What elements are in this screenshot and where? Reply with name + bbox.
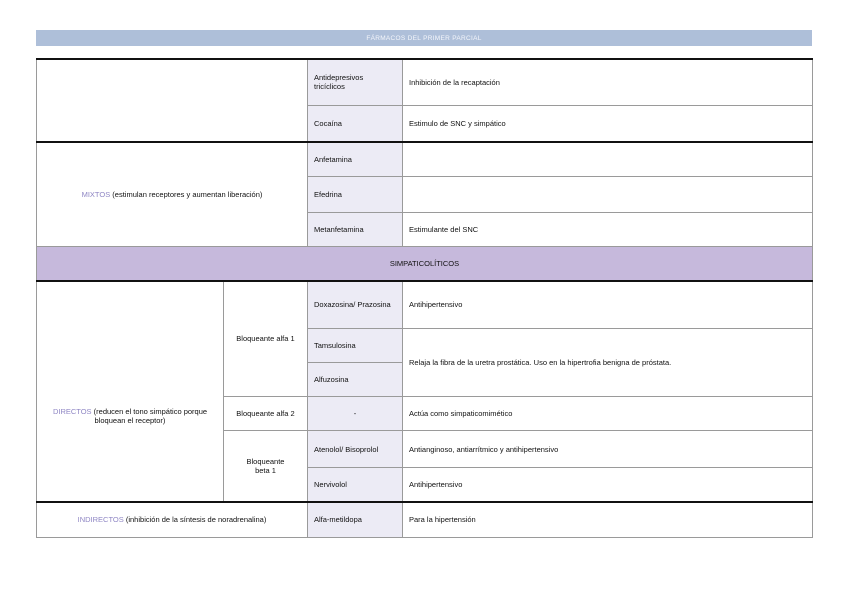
- drug-cell: Nervivolol: [308, 468, 403, 502]
- table-row: [37, 502, 813, 538]
- effect-cell: Estimulo de SNC y simpático: [403, 105, 813, 142]
- mixtos-label-text: (estimulan receptores y aumentan liberación): [110, 189, 263, 199]
- drug-cell: Efedrina: [308, 176, 403, 212]
- drug-cell: Metanfetamina: [308, 212, 403, 246]
- effect-cell: [403, 142, 813, 176]
- empty-group-cell: [37, 59, 308, 142]
- effect-cell: Para la hipertensión: [403, 502, 813, 538]
- table-row: [37, 281, 813, 329]
- drug-cell: Anfetamina: [308, 142, 403, 176]
- drug-cell: Doxazosina/ Prazosina: [308, 281, 403, 329]
- drug-cell: Tamsulosina: [308, 329, 403, 363]
- effect-cell: Antianginoso, antiarrítmico y antihipertensivo: [403, 431, 813, 468]
- mixtos-label-accent: MIXTOS: [81, 189, 111, 199]
- directos-label-accent: DIRECTOS: [52, 407, 92, 416]
- effect-cell: Antihipertensivo: [403, 281, 813, 329]
- subgroup-label: Bloqueante alfa 2: [224, 397, 308, 431]
- effect-cell: Inhibición de la recaptación: [403, 59, 813, 105]
- drug-cell: Alfa-metildopa: [308, 502, 403, 538]
- effect-cell: Actúa como simpaticomimético: [403, 397, 813, 431]
- subgroup-label: Bloqueante alfa 1: [224, 281, 308, 397]
- directos-group-label: [37, 281, 224, 502]
- drug-table: [36, 58, 813, 538]
- drug-cell: Antidepresivos tricíclicos: [308, 59, 403, 105]
- subgroup-label: Bloqueante beta 1: [224, 431, 308, 502]
- drug-cell: Alfuzosina: [308, 363, 403, 397]
- indirectos-group-label: [37, 502, 308, 538]
- mixtos-group-label: [37, 142, 308, 246]
- drug-cell: Atenolol/ Bisoprolol: [308, 431, 403, 468]
- effect-cell: Antihipertensivo: [403, 468, 813, 502]
- indirectos-label-accent: INDIRECTOS: [77, 515, 124, 525]
- table-row: [37, 142, 813, 176]
- indirectos-label-text: (inhibición de la síntesis de noradrenalina): [123, 515, 267, 525]
- table-title-banner: [36, 30, 812, 46]
- table-row: [37, 59, 813, 105]
- drug-cell: -: [308, 397, 403, 431]
- banner-title: FÁRMACOS DEL PRIMER PARCIAL: [366, 34, 482, 42]
- effect-cell: [403, 176, 813, 212]
- section-header-row: [37, 246, 813, 281]
- section-header: SIMPATICOLÍTICOS: [37, 246, 813, 281]
- effect-cell: Estimulante del SNC: [403, 212, 813, 246]
- effect-cell: Relaja la fibra de la uretra prostática. Uso en la hipertrofia benigna de próstata.: [403, 329, 813, 397]
- directos-label-text: (reducen el tono simpático porque bloquean el receptor): [91, 407, 208, 425]
- drug-cell: Cocaína: [308, 105, 403, 142]
